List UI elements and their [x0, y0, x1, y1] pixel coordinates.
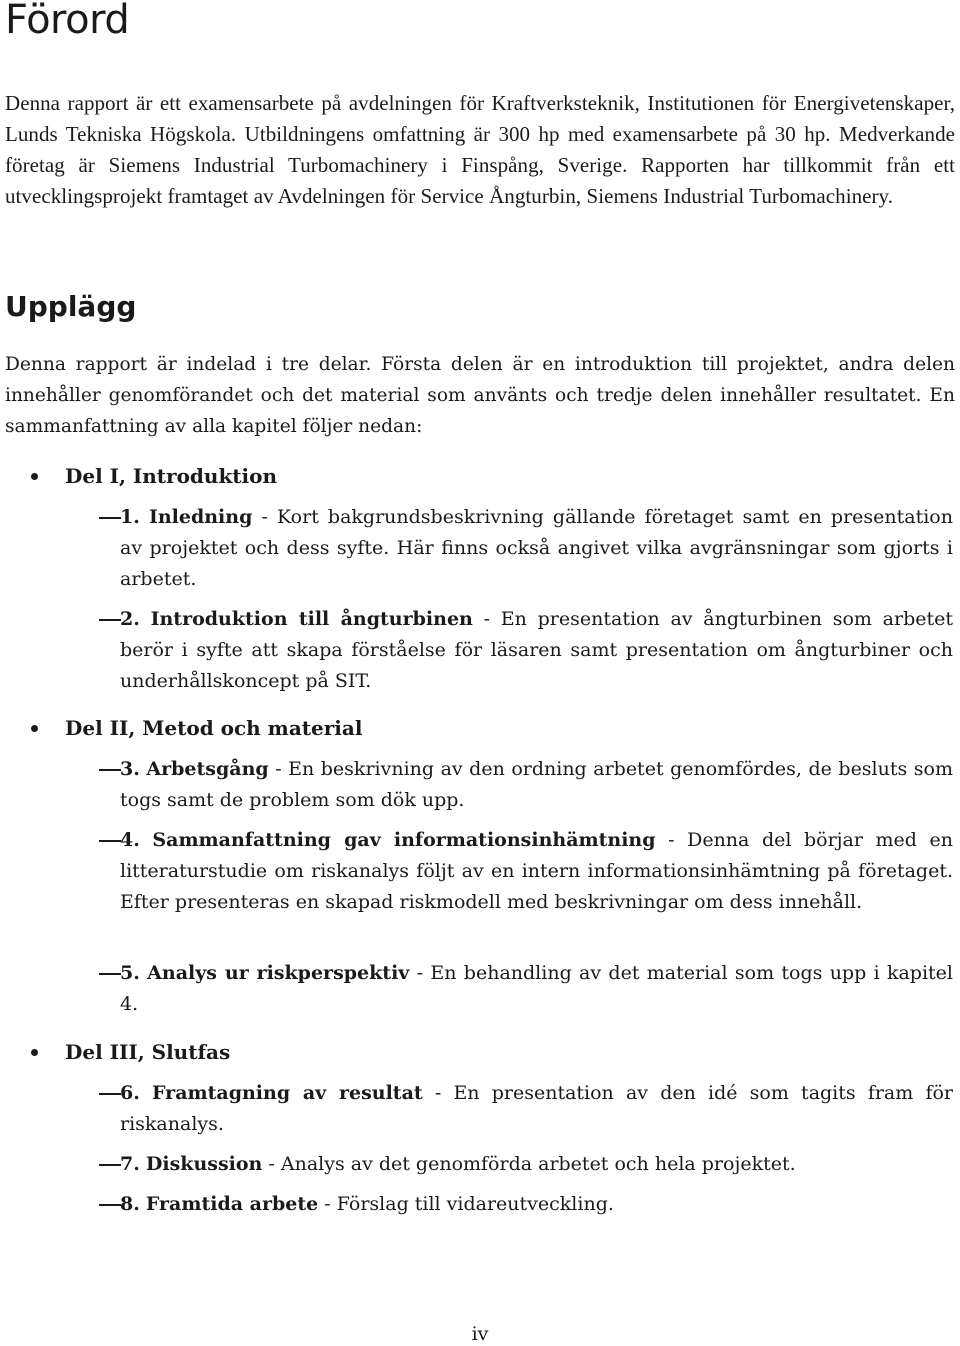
- section-heading: Upplägg: [5, 290, 137, 323]
- chapter-name: Inledning: [148, 506, 253, 528]
- chapter-number: 6.: [120, 1082, 140, 1104]
- chapter-description: Denna del börjar med en litteraturstudie om riskanalys följt av en intern informationsinhämtning på företaget. Efter presenteras en skapad riskmodell med beskrivningar om dess innehåll.: [120, 829, 954, 913]
- part-title: Del III, Slutfas: [65, 1040, 231, 1064]
- chapter-text: [120, 958, 953, 1020]
- chapter-description: En beskrivning av den ordning arbetet genomfördes, de besluts som togs samt de problem som dök upp.: [120, 758, 953, 811]
- dash-icon: [99, 840, 121, 842]
- chapter-description: En presentation av den idé som tagits fram för riskanalys.: [120, 1082, 954, 1135]
- chapter-name: Introduktion till ångturbinen: [150, 608, 473, 630]
- chapter-description: Kort bakgrundsbeskrivning gällande företaget samt en presentation av projektet och dess syfte. Här finns också angivet vilka avgränsningar som gjorts i arbetet.: [120, 506, 953, 590]
- dash-icon: [99, 517, 121, 519]
- chapter-separator: -: [472, 608, 501, 630]
- chapter-separator: -: [252, 506, 277, 528]
- part-title: Del I, Introduktion: [65, 464, 278, 488]
- chapter-text: [120, 1149, 953, 1180]
- chapter-name: Framtagning av resultat: [152, 1082, 423, 1104]
- dash-icon: [99, 1164, 121, 1166]
- chapter-separator: -: [318, 1193, 337, 1215]
- dash-icon: [99, 1204, 121, 1206]
- chapter-name: Framtida arbete: [145, 1193, 319, 1215]
- chapter-description: En behandling av det material som togs upp i kapitel 4.: [120, 962, 953, 1015]
- chapter-text: [120, 825, 953, 918]
- chapter-description: Förslag till vidareutveckling.: [336, 1193, 614, 1215]
- chapter-name: Analys ur riskperspektiv: [147, 962, 410, 984]
- chapter-number: 3.: [120, 758, 140, 780]
- page-number: iv: [471, 1323, 489, 1345]
- chapter-number: 1.: [120, 506, 140, 528]
- chapter-text: [120, 502, 953, 595]
- chapter-name: Arbetsgång: [146, 758, 269, 780]
- chapter-separator: -: [268, 758, 289, 780]
- chapter-number: 5.: [120, 962, 140, 984]
- dash-icon: [99, 973, 121, 975]
- chapter-separator: -: [409, 962, 431, 984]
- bullet-icon: [31, 725, 38, 732]
- chapter-description: Analys av det genomförda arbetet och hela projektet.: [280, 1153, 796, 1175]
- section-paragraph: Denna rapport är indelad i tre delar. Första delen är en introduktion till projektet, andra delen innehåller genomförandet och det material som använts och tredje delen innehåller resultatet. En sammanfattning av alla kapitel följer nedan:: [5, 354, 955, 437]
- dash-icon: [99, 619, 121, 621]
- chapter-separator: -: [655, 829, 688, 851]
- chapter-separator: -: [422, 1082, 454, 1104]
- chapter-number: 7.: [120, 1153, 140, 1175]
- bullet-icon: [31, 473, 38, 480]
- chapter-description: En presentation av ångturbinen som arbetet berör i syfte att skapa förståelse för läsaren samt presentation om ångturbiner och underhållskoncept på SIT.: [120, 608, 953, 692]
- dash-icon: [99, 1093, 121, 1095]
- part-title: Del II, Metod och material: [65, 716, 363, 740]
- page-title: Förord: [5, 0, 130, 43]
- chapter-name: Sammanfattning gav informationsinhämtning: [152, 829, 656, 851]
- bullet-icon: [31, 1049, 38, 1056]
- chapter-name: Diskussion: [145, 1153, 263, 1175]
- chapter-number: 4.: [120, 829, 140, 851]
- chapter-text: [120, 754, 953, 816]
- chapter-text: [120, 1078, 953, 1140]
- chapter-text: [120, 1189, 953, 1220]
- intro-paragraph: Denna rapport är ett examensarbete på avdelningen för Kraftverksteknik, Institutionen för Energivetenskaper, Lunds Tekniska Högskola. Utbildningens omfattning är 300 hp med examensarbete på 30 hp. Medverkande företag är Siemens Industrial Turbomachinery i Finspång, Sverige. Rapporten har tillkommit från ett utvecklingsprojekt framtaget av Avdelningen för Service Ångturbin, Siemens Industrial Turbomachinery.: [5, 91, 955, 208]
- chapter-separator: -: [262, 1153, 281, 1175]
- chapter-number: 2.: [120, 608, 140, 630]
- chapter-text: [120, 604, 953, 697]
- dash-icon: [99, 769, 121, 771]
- chapter-number: 8.: [120, 1193, 140, 1215]
